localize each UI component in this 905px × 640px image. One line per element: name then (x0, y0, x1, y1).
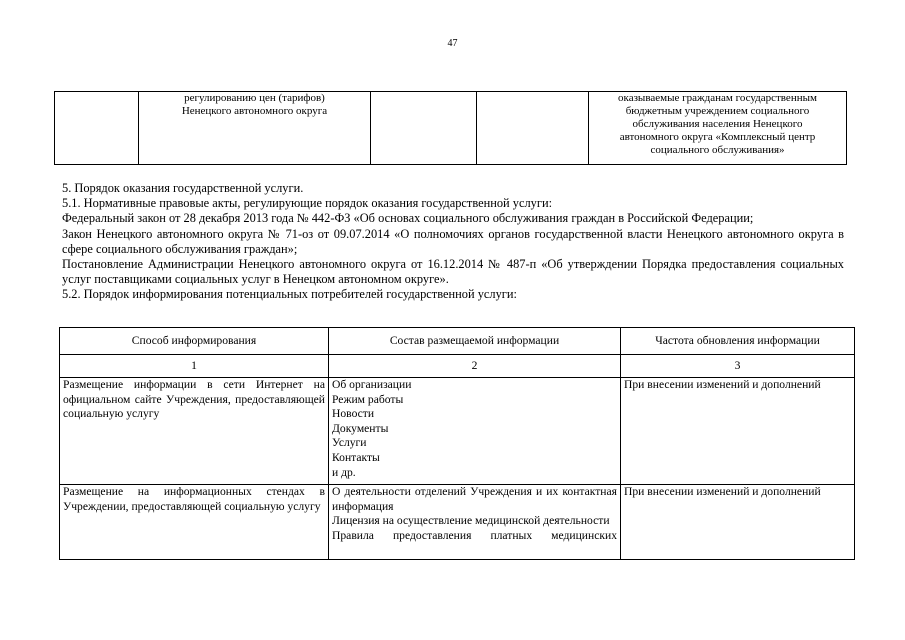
law-paragraph: Федеральный закон от 28 декабря 2013 года № 442-ФЗ «Об основах социального обслуживания граждан в Российской Федерации; (62, 211, 754, 226)
section-heading: 5. Порядок оказания государственной услуги. (62, 181, 304, 195)
method-cell: Размещение на информационных стендах в Учреждении, предоставляющей социальную услугу (60, 485, 329, 560)
informing-table (59, 327, 855, 560)
column-number: 3 (621, 355, 855, 378)
frequency-cell: При внесении изменений и дополнений (621, 485, 855, 560)
empty-cell (371, 92, 477, 165)
page-number: 47 (447, 38, 458, 49)
subsection-heading: 5.2. Порядок информирования потенциальных потребителей государственной услуги: (62, 287, 517, 302)
method-cell: Размещение информации в сети Интернет на официальном сайте Учреждения, предоставляющей социальную услугу (60, 378, 329, 485)
empty-cell (55, 92, 139, 165)
continued-table (54, 91, 847, 165)
regulator-cell: регулированию цен (тарифов) Ненецкого автономного округа (139, 92, 371, 165)
table-row (60, 485, 855, 560)
empty-cell (477, 92, 589, 165)
header-cell: Частота обновления информации (621, 328, 855, 355)
service-provider-cell: оказываемые гражданам государственным бюджетным учреждением социального обслуживания населения Ненецкого автономного округа «Комплексный центр социального обслуживания» (589, 92, 847, 165)
column-number: 1 (60, 355, 329, 378)
header-cell: Способ информирования (60, 328, 329, 355)
subsection-heading: 5.1. Нормативные правовые акты, регулирующие порядок оказания государственной услуги: (62, 196, 553, 211)
law-paragraph: Постановление Администрации Ненецкого автономного округа от 16.12.2014 № 487-п «Об утверждении Порядка предоставления социальных услуг поставщиками социальных услуг в Ненецком автономном округе». (62, 257, 844, 287)
table-row (60, 378, 855, 485)
content-cell: О деятельности отделений Учреждения и их контактная информация Лицензия на осуществление медицинской деятельности Правила предоставления платных медицинских (329, 485, 621, 560)
content-cell: Об организации Режим работы Новости Документы Услуги Контакты и др. (329, 378, 621, 485)
law-paragraph: Закон Ненецкого автономного округа № 71-оз от 09.07.2014 «О полномочиях органов государственной власти Ненецкого автономного округа в сфере социального обслуживания граждан»; (62, 226, 844, 256)
frequency-cell: При внесении изменений и дополнений (621, 378, 855, 485)
header-cell: Состав размещаемой информации (329, 328, 621, 355)
body-text (62, 181, 844, 303)
column-number: 2 (329, 355, 621, 378)
